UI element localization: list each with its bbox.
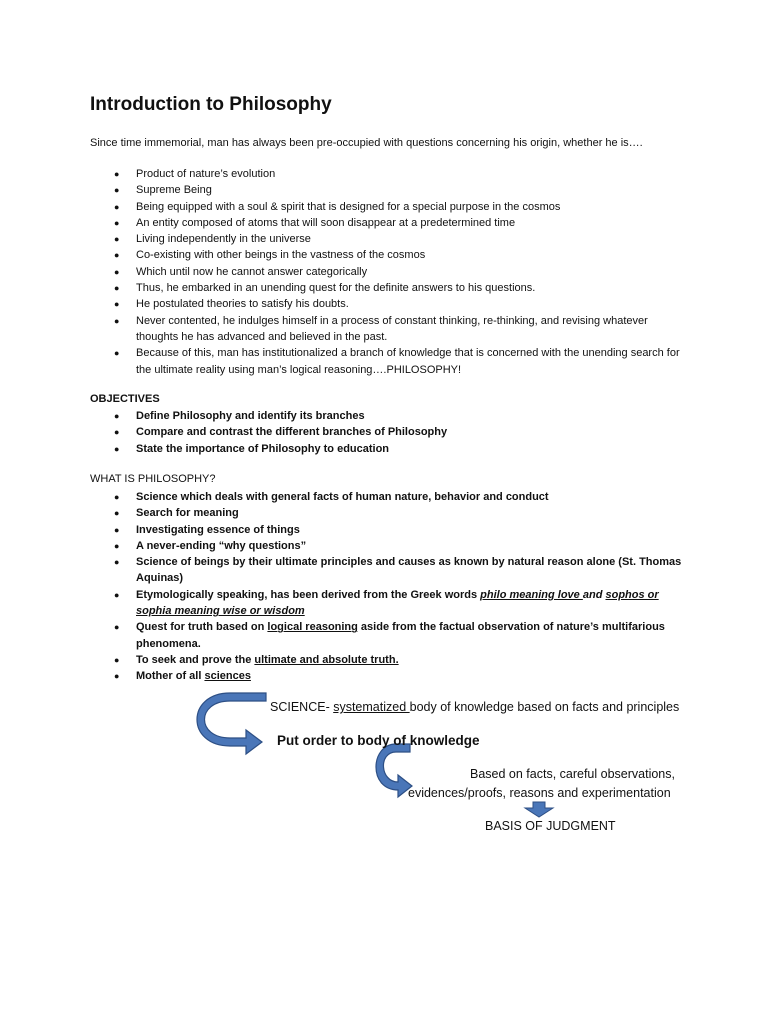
list-item: ● Product of nature’s evolution — [114, 168, 276, 180]
list-item: ● He postulated theories to satisfy his doubts. — [114, 298, 349, 311]
list-item: ● Search for meaning — [114, 507, 239, 520]
based-on-line-2: evidences/proofs, reasons and experimentation — [408, 786, 671, 800]
list-item: ● State the importance of Philosophy to education — [114, 442, 390, 455]
order-text: Put order to body of knowledge — [277, 733, 480, 748]
list-item: ● Living independently in the universe — [114, 233, 311, 246]
list-item: ● A never-ending “why questions” — [114, 539, 307, 552]
objectives-heading: OBJECTIVES — [90, 393, 160, 405]
science-definition: SCIENCE- systematized body of knowledge based on facts and principles — [270, 700, 680, 714]
list-item: ● Science of beings by their ultimate principles and causes as known by natural reason alone (St. Thomas Aquinas) — [114, 556, 682, 585]
list-item: ● Which until now he cannot answer categorically — [114, 265, 368, 278]
list-item: ● Supreme Being — [114, 184, 212, 197]
curved-arrow-icon — [197, 693, 266, 754]
list-item: ● Being equipped with a soul & spirit that is designed for a special purpose in the cosmos — [114, 200, 561, 213]
down-arrow-icon — [525, 802, 553, 817]
list-item: ● Never contented, he indulges himself in a process of constant thinking, re-thinking, and revising whatever thoughts he has advanced and believed in the past. — [114, 314, 648, 343]
what-is-heading: WHAT IS PHILOSOPHY? — [90, 473, 216, 485]
intro-paragraph: Since time immemorial, man has always been pre-occupied with questions concerning his origin, whether he is…. — [90, 137, 643, 149]
list-item: ● Define Philosophy and identify its branches — [114, 410, 365, 422]
list-item: ● Co-existing with other beings in the vastness of the cosmos — [114, 249, 426, 262]
page-title: Introduction to Philosophy — [90, 94, 332, 115]
list-item: ● Compare and contrast the different branches of Philosophy — [114, 426, 448, 439]
list-item: ● Because of this, man has institutionalized a branch of knowledge that is concerned with the unending search for the ultimate reality using man’s logical reasoning….PHILOSOPHY! — [114, 347, 680, 376]
based-on-line-1: Based on facts, careful observations, — [470, 767, 675, 781]
list-item: ● Quest for truth based on logical reasoning aside from the factual observation of nature’s multifarious phenomena. — [114, 621, 665, 650]
list-item: ● Science which deals with general facts of human nature, behavior and conduct — [114, 491, 549, 503]
list-item: ● Etymologically speaking, has been derived from the Greek words philo meaning love and sophos or sophia meaning wise or wisdom — [114, 588, 659, 618]
list-item: ● To seek and prove the ultimate and absolute truth. — [114, 653, 399, 666]
list-item: ● Thus, he embarked in an unending quest for the definite answers to his questions. — [114, 282, 536, 295]
list-item: ● An entity composed of atoms that will soon disappear at a predetermined time — [114, 216, 516, 229]
basis-of-judgment: BASIS OF JUDGMENT — [485, 819, 616, 833]
list-item: ● Investigating essence of things — [114, 523, 300, 536]
list-item: ● Mother of all sciences — [114, 670, 251, 683]
curved-arrow-icon — [376, 744, 412, 797]
